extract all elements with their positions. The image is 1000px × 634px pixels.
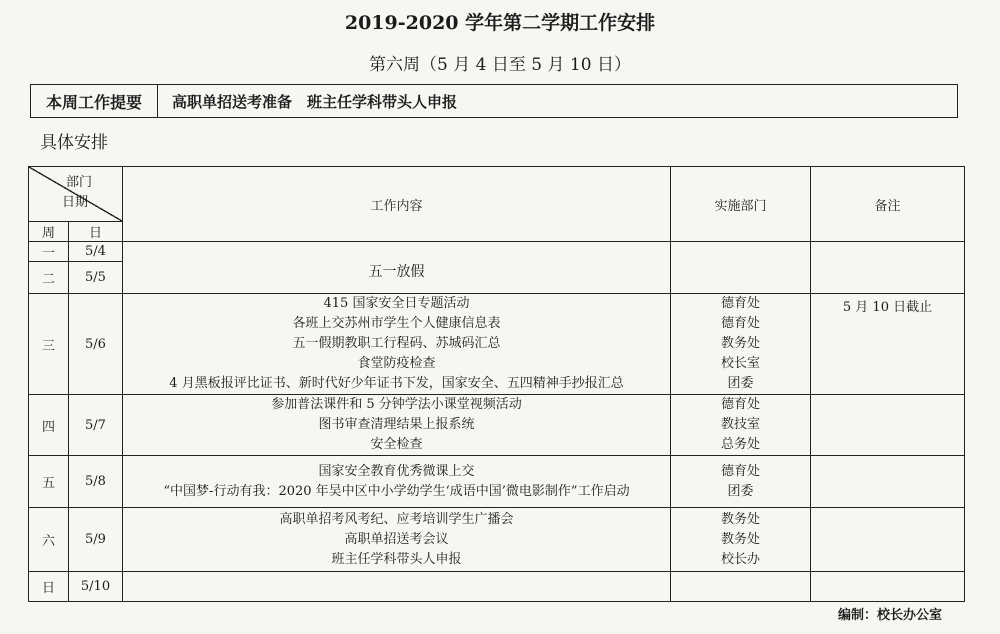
dept-cell (671, 395, 811, 456)
content-cell (123, 294, 671, 395)
content-item: 图书审查清理结果上报系统 (318, 417, 475, 432)
content-item: 参加普法课件和 5 分钟学法小课堂视频活动 (271, 397, 522, 412)
diagonal-header-cell (29, 167, 123, 222)
content-item: 安全检查 (370, 437, 423, 452)
content-item: 高职单招送考会议 (344, 531, 449, 547)
dept-cell (671, 572, 811, 602)
document-subtitle: 第六周（5 月 4 日至 5 月 10 日） (369, 55, 631, 75)
dept-item: 教务处 (720, 531, 760, 547)
remark-cell (811, 242, 965, 294)
content-item: 班主任学科带头人申报 (331, 551, 462, 567)
section-title: 具体安排 (40, 133, 108, 153)
dept-item: 德育处 (720, 463, 760, 479)
dept-item: 校长办 (720, 551, 760, 567)
header-content: 工作内容 (123, 167, 671, 242)
document-title: 2019-2020 学年第二学期工作安排 (344, 12, 656, 34)
dept-cell (671, 242, 811, 294)
content-item: “中国梦-行动有我：2020 年吴中区中小学幼学生‘成语中国’微电影制作”工作启动 (163, 483, 630, 499)
dept-cell (671, 456, 811, 508)
content-item: 国家安全教育优秀微课上交 (318, 463, 475, 479)
week-cell: 日 (29, 572, 69, 602)
content-item: 高职单招考风考纪、应考培训学生广播会 (279, 511, 514, 527)
header-dept-label: 部门 (65, 175, 92, 190)
date-cell: 5/5 (69, 262, 123, 294)
schedule-table (28, 166, 965, 602)
holiday-cell: 五一放假 (123, 242, 671, 294)
dept-item: 教技室 (720, 417, 760, 432)
table-row (29, 508, 965, 572)
date-cell: 5/10 (69, 572, 123, 602)
content-item: 五一假期教职工行程码、苏城码汇总 (292, 336, 501, 351)
week-cell: 五 (29, 456, 69, 508)
dept-item: 总务处 (720, 437, 760, 452)
content-cell (123, 456, 671, 508)
date-cell: 5/7 (69, 395, 123, 456)
week-cell: 六 (29, 508, 69, 572)
summary-label: 本周工作提要 (31, 85, 158, 117)
dept-cell (671, 508, 811, 572)
week-cell: 三 (29, 294, 69, 395)
table-row (29, 395, 965, 456)
header-department: 实施部门 (671, 167, 811, 242)
table-row (29, 456, 965, 508)
remark-cell (811, 508, 965, 572)
dept-item: 校长室 (720, 356, 760, 371)
date-cell: 5/4 (69, 242, 123, 262)
table-row (29, 294, 965, 395)
content-cell (123, 395, 671, 456)
header-remark: 备注 (811, 167, 965, 242)
week-cell: 四 (29, 395, 69, 456)
date-cell: 5/9 (69, 508, 123, 572)
content-item: 食堂防疫检查 (357, 356, 436, 371)
dept-item: 德育处 (720, 316, 760, 331)
dept-cell (671, 294, 811, 395)
header-day: 日 (69, 222, 123, 242)
weekly-summary-box (30, 84, 958, 118)
remark-cell (811, 572, 965, 602)
content-cell (123, 572, 671, 602)
dept-item: 德育处 (720, 296, 760, 311)
date-cell: 5/8 (69, 456, 123, 508)
header-week: 周 (29, 222, 69, 242)
summary-text: 高职单招送考准备 班主任学科带头人申报 (172, 92, 458, 111)
content-cell (123, 508, 671, 572)
remark-cell (811, 395, 965, 456)
dept-item: 教务处 (720, 336, 760, 351)
table-row (29, 242, 965, 262)
content-item: 各班上交苏州市学生个人健康信息表 (292, 316, 501, 331)
remark-cell (811, 456, 965, 508)
dept-item: 团委 (727, 483, 754, 499)
week-cell: 一 (29, 242, 69, 262)
content-item: 4 月黑板报评比证书、新时代好少年证书下发，国家安全、五四精神手抄报汇总 (169, 376, 624, 391)
dept-item: 团委 (727, 376, 754, 391)
date-cell: 5/6 (69, 294, 123, 395)
dept-item: 德育处 (720, 397, 760, 412)
week-cell: 二 (29, 262, 69, 294)
dept-item: 教务处 (720, 511, 760, 527)
header-date-label: 日期 (61, 195, 88, 210)
content-item: 415 国家安全日专题活动 (323, 296, 470, 311)
footer-compiler: 编制：校长办公室 (837, 608, 942, 623)
remark-cell (811, 294, 965, 395)
table-row (29, 572, 965, 602)
remark-text: 5 月 10 日截止 (842, 300, 933, 315)
